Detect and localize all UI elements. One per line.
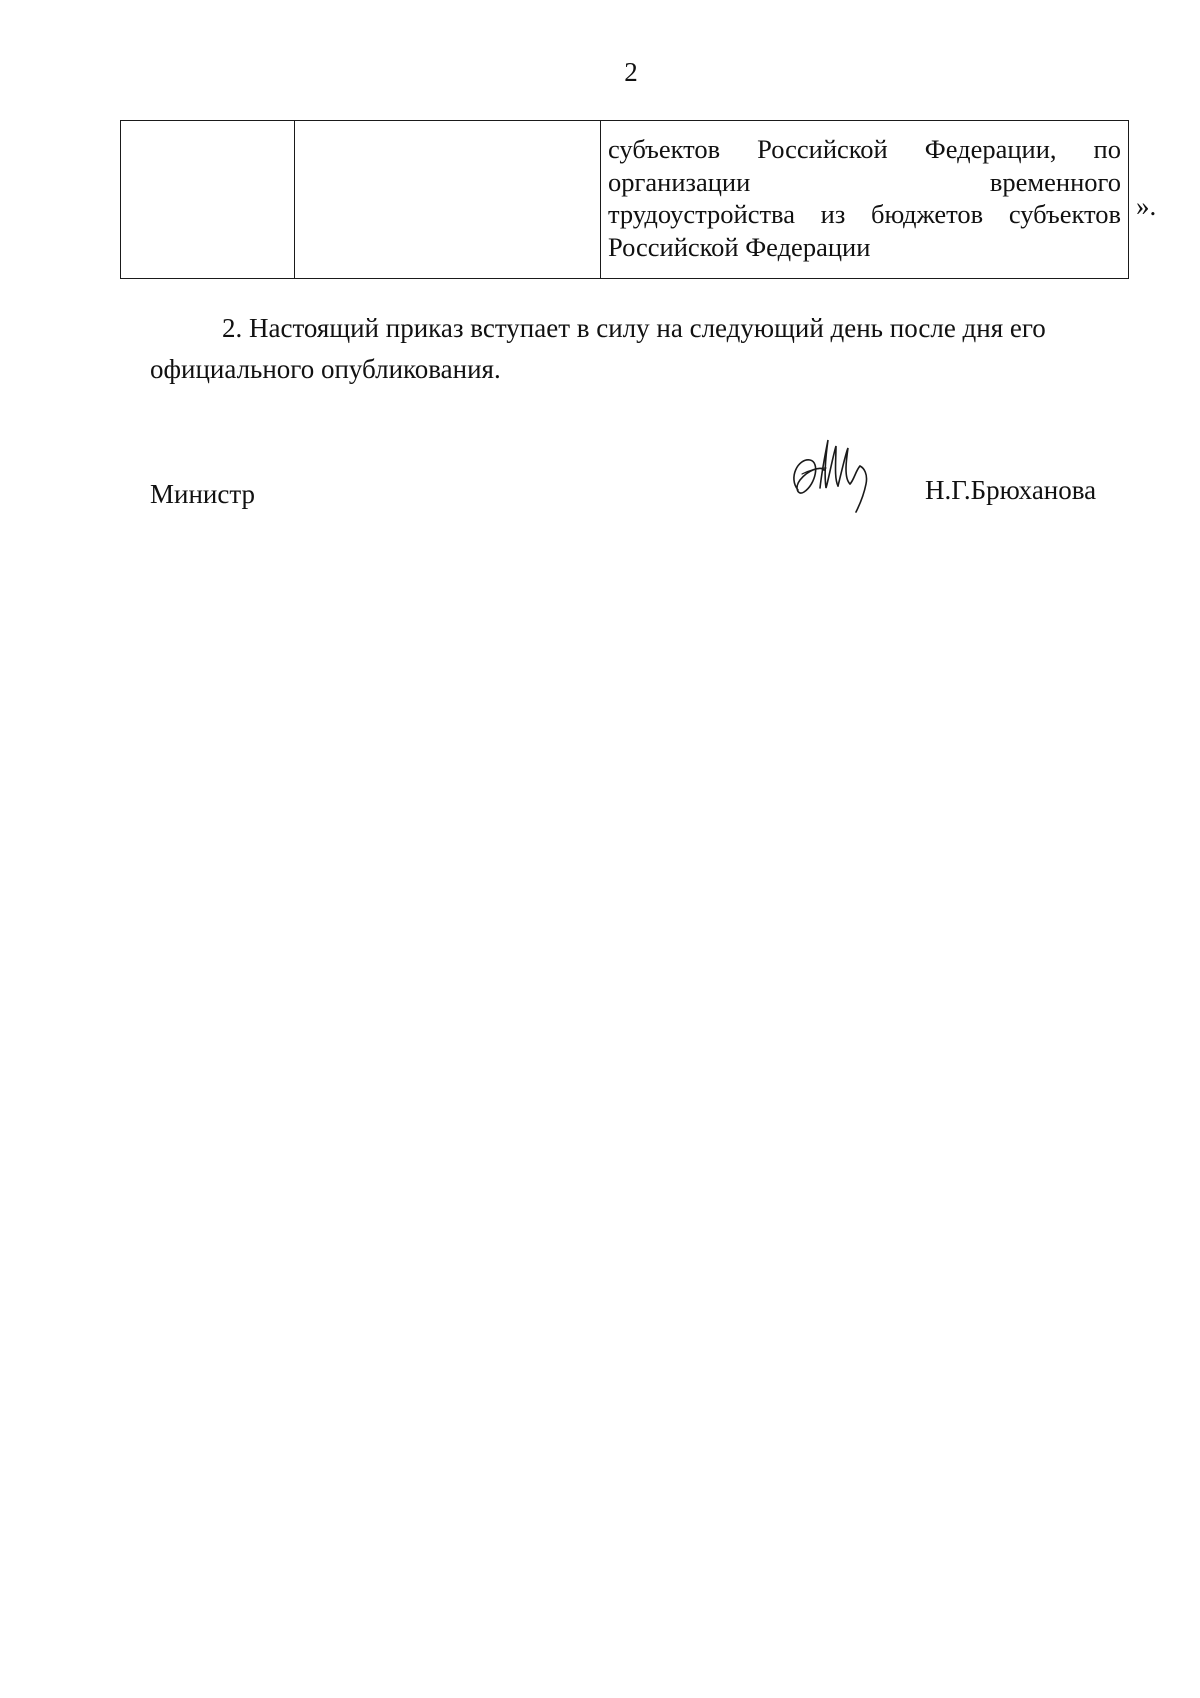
order-paragraph [150, 308, 1110, 390]
signatory-name: Н.Г.Брюханова [925, 475, 1097, 505]
closing-quote: ». [1136, 191, 1157, 221]
table-cell-line: Российской Федерации [608, 231, 871, 262]
table-row [121, 121, 1129, 279]
table-cell-empty-1 [121, 121, 295, 279]
table-cell-text [601, 121, 1129, 279]
table-cell-content [601, 121, 1128, 263]
signature-role: Министр [150, 479, 255, 509]
page-number: 2 [624, 57, 638, 87]
table-cell-line: трудоустройства из бюджетов субъектов [608, 199, 1121, 229]
table-cell-line: субъектов Российской Федерации, по [608, 134, 1121, 164]
handwritten-signature [780, 430, 880, 520]
table-cell-line: организации временного [608, 166, 1121, 197]
paragraph-line: 2. Настоящий приказ вступает в силу на следующий день после дня его [222, 313, 1046, 343]
continuation-table [120, 120, 1129, 279]
table-cell-empty-2 [295, 121, 601, 279]
paragraph-line: официального опубликования. [150, 354, 501, 384]
